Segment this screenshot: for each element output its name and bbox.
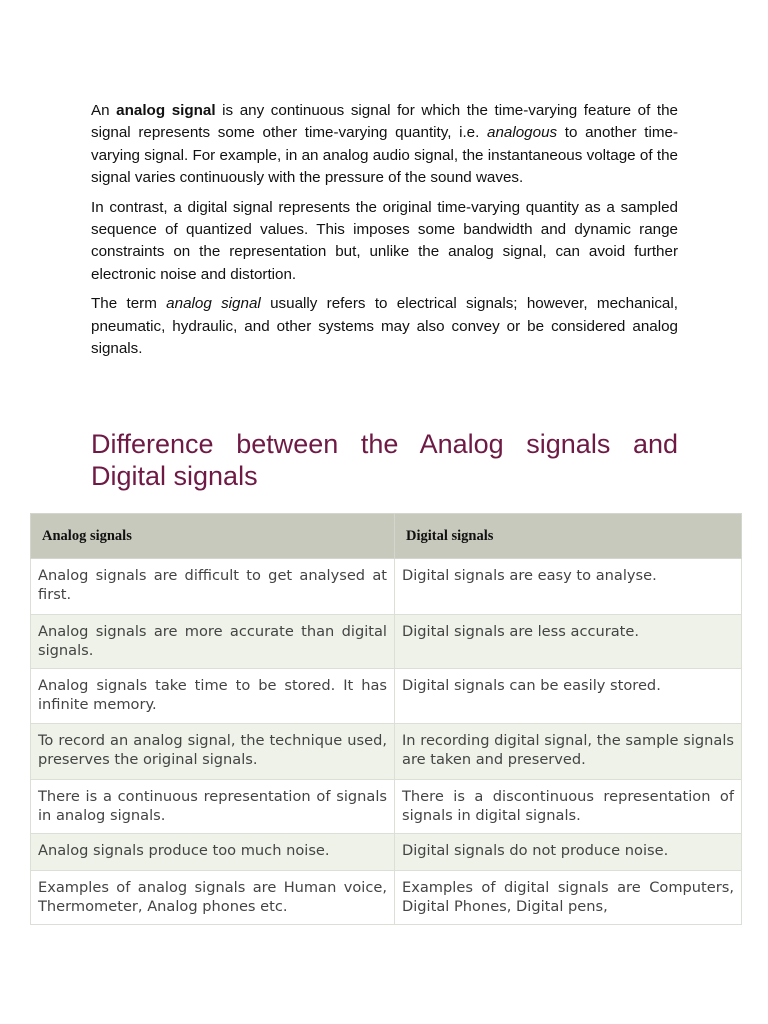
italic-term: analogous	[487, 124, 558, 142]
table-header-row	[31, 514, 742, 559]
table-row	[31, 724, 742, 780]
text-run: An	[91, 102, 117, 119]
table-cell: In recording digital signal, the sample signals are taken and preserved.	[395, 724, 742, 780]
intro-paragraph-1	[91, 100, 678, 190]
table-row	[31, 559, 742, 615]
table-row	[31, 780, 742, 834]
table-cell: Analog signals take time to be stored. It has infinite memory.	[31, 669, 395, 724]
table-cell: Analog signals are difficult to get analysed at first.	[31, 559, 395, 615]
intro-paragraph-3	[91, 293, 678, 360]
bold-term: analog signal	[116, 102, 216, 119]
table-row	[31, 615, 742, 669]
table-cell: Digital signals do not produce noise.	[395, 834, 742, 871]
table-row	[31, 669, 742, 724]
column-header-analog: Analog signals	[31, 514, 395, 559]
text-run: is any continuous signal for which the time-varying feature of the signal represents some other time-varying quantity, i.e.	[91, 102, 679, 142]
table-cell: There is a continuous representation of signals in analog signals.	[31, 780, 395, 834]
table-cell: Analog signals produce too much noise.	[31, 834, 395, 871]
section-heading: Difference between the Analog signals and Digital signals	[91, 429, 678, 491]
table-cell: To record an analog signal, the technique used, preserves the original signals.	[31, 724, 395, 780]
text-run: to another time-varying signal. For example, in an analog audio signal, the instantaneous voltage of the signal varies continuously with the pressure of the sound waves.	[91, 124, 679, 187]
table-cell: Examples of digital signals are Computers, Digital Phones, Digital pens,	[395, 871, 742, 925]
table-cell: Digital signals are less accurate.	[395, 615, 742, 669]
column-header-digital: Digital signals	[395, 514, 742, 559]
table-cell: Analog signals are more accurate than digital signals.	[31, 615, 395, 669]
table-row	[31, 834, 742, 871]
comparison-table	[30, 513, 742, 925]
text-run: usually refers to electrical signals; however, mechanical, pneumatic, hydraulic, and other systems may also convey or be considered analog signals.	[91, 295, 678, 358]
table-row	[31, 871, 742, 925]
intro-paragraph-2: In contrast, a digital signal represents the original time-varying quantity as a sampled sequence of quantized values. This imposes some bandwidth and dynamic range constraints on the representation but, unlike the analog signal, can avoid further electronic noise and distortion.	[91, 198, 678, 283]
intro-section	[91, 100, 678, 367]
table-cell: Digital signals can be easily stored.	[395, 669, 742, 724]
table-cell: Digital signals are easy to analyse.	[395, 559, 742, 615]
text-run: The term	[91, 295, 167, 313]
table-cell: Examples of analog signals are Human voice, Thermometer, Analog phones etc.	[31, 871, 395, 925]
italic-term: analog signal	[166, 295, 261, 313]
table-cell: There is a discontinuous representation of signals in digital signals.	[395, 780, 742, 834]
